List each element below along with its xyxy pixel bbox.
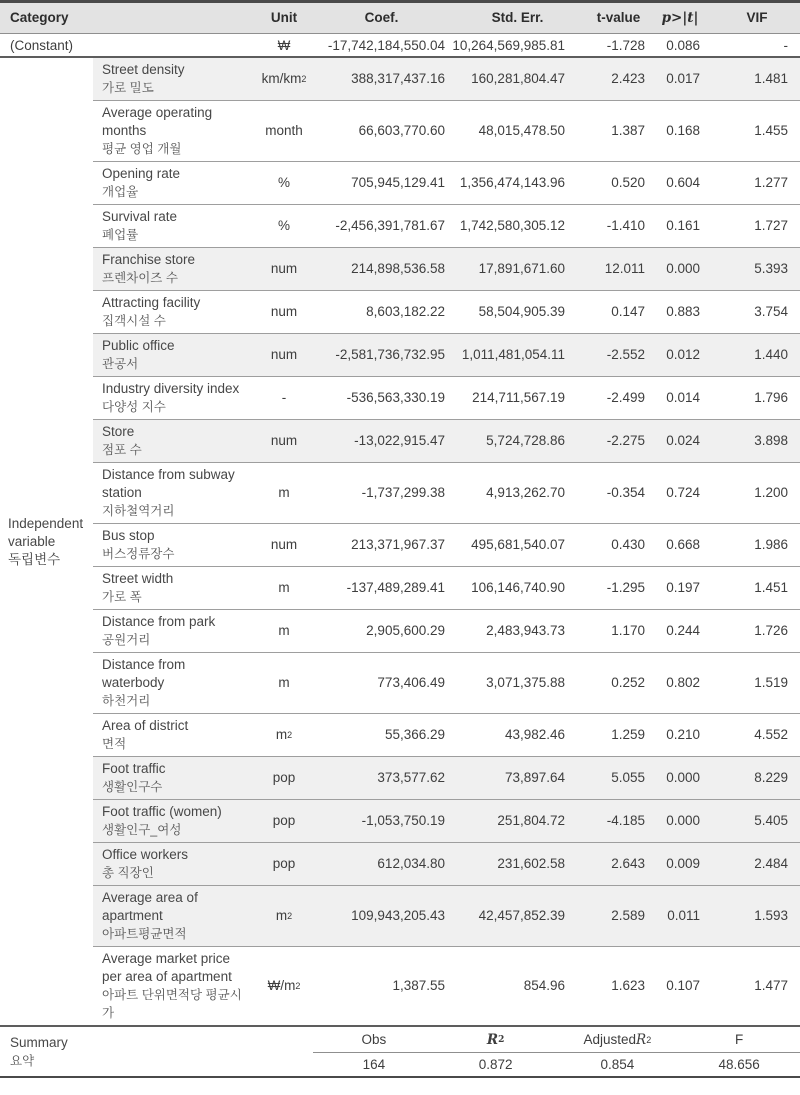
summary-col-r2: R 2 <box>486 1031 505 1048</box>
cell-unit: % <box>277 218 290 233</box>
cell-vif: 1.593 <box>754 908 788 923</box>
variable-label-ko: 가로 밀도 <box>102 81 154 95</box>
variable-label-en: Public office <box>102 338 175 353</box>
cell-p-value: 0.009 <box>666 856 700 871</box>
cell-p-value: 0.014 <box>666 390 700 405</box>
cell-variable-label <box>93 800 250 842</box>
variable-label-ko: 프렌차이즈 수 <box>102 271 178 285</box>
cell-t-value: 2.423 <box>611 71 645 86</box>
cell-unit: m 2 <box>275 727 293 742</box>
summary-value-f: 48.656 <box>718 1057 760 1072</box>
variable-label-ko: 아파트평균면적 <box>102 927 187 941</box>
cell-t-value: -1.295 <box>606 580 645 595</box>
variable-label-en: Average market price per area of apartment <box>102 951 232 984</box>
variable-label-en: Average area of apartment <box>102 890 198 923</box>
summary-label-ko: 요약 <box>10 1053 35 1068</box>
cell-unit: num <box>270 261 298 276</box>
cell-std-err: 1,742,580,305.12 <box>459 218 565 233</box>
variable-label-en: Street width <box>102 571 174 586</box>
cell-std-err: 3,071,375.88 <box>486 675 565 690</box>
cell-vif: 1.200 <box>754 485 788 500</box>
cell-std-err: 73,897.64 <box>504 770 565 785</box>
cell-t-value: 5.055 <box>611 770 645 785</box>
cell-p-value: 0.012 <box>666 347 700 362</box>
header-coef: Coef. <box>364 10 399 25</box>
cell-variable-label <box>93 714 250 756</box>
cell-coef: -13,022,915.47 <box>354 433 445 448</box>
cell-p-value: 0.000 <box>666 770 700 785</box>
cell-variable-label <box>93 420 250 462</box>
cell-std-err: 42,457,852.39 <box>478 908 565 923</box>
cell-unit: num <box>270 347 298 362</box>
cell-unit: pop <box>272 770 296 785</box>
cell-vif: 1.726 <box>754 623 788 638</box>
cell-std-err: 1,011,481,054.11 <box>461 347 565 362</box>
cell-variable-label <box>93 843 250 885</box>
cell-vif: 4.552 <box>754 727 788 742</box>
cell-vif: 1.277 <box>754 175 788 190</box>
cell-coef: -2,581,736,732.95 <box>335 347 445 362</box>
cell-std-err: 495,681,540.07 <box>471 537 565 552</box>
variable-label-ko: 생활인구_여성 <box>102 823 182 837</box>
cell-unit: % <box>277 175 290 190</box>
table-row <box>93 653 800 714</box>
variable-label-ko: 점포 수 <box>102 443 142 457</box>
cell-p-value: 0.210 <box>666 727 700 742</box>
cell-t-value: 1.259 <box>611 727 645 742</box>
variable-label-en: Office workers <box>102 847 189 862</box>
cell-p-value: 0.668 <box>666 537 700 552</box>
variable-label-ko: 아파트 단위면적당 평균시가 <box>102 988 242 1020</box>
cell-constant-unit: ₩ <box>277 38 291 53</box>
cell-vif: 2.484 <box>754 856 788 871</box>
variable-label-en: Franchise store <box>102 252 196 267</box>
cell-coef: 55,366.29 <box>384 727 445 742</box>
cell-variable-label <box>93 291 250 333</box>
variable-label-ko: 개업율 <box>102 185 139 199</box>
header-std-err: Std. Err. <box>491 10 544 25</box>
cell-coef: -1,053,750.19 <box>361 813 445 828</box>
cell-std-err: 43,982.46 <box>504 727 565 742</box>
table-row <box>93 843 800 886</box>
variable-label-ko: 버스정류장수 <box>102 547 175 561</box>
cell-unit: num <box>270 537 298 552</box>
table-row <box>93 567 800 610</box>
cell-variable-label <box>93 757 250 799</box>
cell-p-value: 0.604 <box>666 175 700 190</box>
cell-vif: 1.455 <box>754 123 788 138</box>
cell-variable-label <box>93 377 250 419</box>
cell-constant-label: (Constant) <box>10 38 74 53</box>
cell-unit: month <box>265 123 303 138</box>
cell-vif: 8.229 <box>754 770 788 785</box>
summary-block <box>0 1027 800 1078</box>
cell-unit: m 2 <box>275 908 293 923</box>
table-row <box>93 714 800 757</box>
cell-t-value: -2.552 <box>606 347 645 362</box>
cell-unit: pop <box>272 813 296 828</box>
cell-p-value: 0.168 <box>666 123 700 138</box>
cell-unit: m <box>278 675 290 690</box>
cell-variable-label <box>93 886 250 946</box>
cell-t-value: -2.275 <box>606 433 645 448</box>
table-row <box>93 291 800 334</box>
header-vif: VIF <box>746 10 768 25</box>
cell-std-err: 251,804.72 <box>497 813 565 828</box>
variable-label-ko: 총 직장인 <box>102 866 154 880</box>
cell-std-err: 48,015,478.50 <box>478 123 565 138</box>
cell-t-value: 0.147 <box>611 304 645 319</box>
cell-std-err: 2,483,943.73 <box>486 623 565 638</box>
variable-label-ko: 생활인구수 <box>102 780 163 794</box>
cell-constant-vif: - <box>783 38 788 53</box>
cell-variable-label <box>93 524 250 566</box>
cell-p-value: 0.197 <box>666 580 700 595</box>
table-row <box>93 377 800 420</box>
cell-coef: 8,603,182.22 <box>366 304 445 319</box>
cell-variable-label <box>93 463 250 523</box>
variable-label-ko: 다양성 지수 <box>102 400 166 414</box>
cell-variable-label <box>93 162 250 204</box>
variable-label-en: Bus stop <box>102 528 155 543</box>
variable-label-ko: 가로 폭 <box>102 590 142 604</box>
summary-stats-values <box>313 1053 800 1076</box>
cell-std-err: 214,711,567.19 <box>472 390 565 405</box>
header-category: Category <box>10 10 69 25</box>
cell-unit: num <box>270 304 298 319</box>
cell-t-value: 0.520 <box>611 175 645 190</box>
variable-label-ko: 공원거리 <box>102 633 151 647</box>
variable-label-ko: 관공서 <box>102 357 139 371</box>
cell-t-value: 12.011 <box>604 261 645 276</box>
cell-constant-p: 0.086 <box>666 38 700 53</box>
cell-coef: 214,898,536.58 <box>351 261 445 276</box>
variable-label-en: Foot traffic <box>102 761 166 776</box>
variable-label-en: Distance from waterbody <box>102 657 186 690</box>
variable-label-en: Opening rate <box>102 166 181 181</box>
summary-value-obs: 164 <box>362 1057 386 1072</box>
cell-unit: ₩/m 2 <box>267 978 301 993</box>
table-header-row <box>0 3 800 34</box>
cell-coef: -2,456,391,781.67 <box>335 218 445 233</box>
summary-col-obs: Obs <box>361 1032 387 1047</box>
cell-p-value: 0.024 <box>666 433 700 448</box>
cell-t-value: 2.643 <box>611 856 645 871</box>
cell-p-value: 0.107 <box>666 978 700 993</box>
cell-coef: 388,317,437.16 <box>351 71 445 86</box>
cell-coef: 2,905,600.29 <box>366 623 445 638</box>
variable-label-ko: 평균 영업 개월 <box>102 142 182 156</box>
cell-t-value: -4.185 <box>606 813 645 828</box>
summary-col-f: F <box>735 1032 744 1047</box>
cell-vif: 3.898 <box>754 433 788 448</box>
cell-p-value: 0.000 <box>666 813 700 828</box>
cell-std-err: 58,504,905.39 <box>478 304 565 319</box>
table-row <box>93 248 800 291</box>
variable-label-ko: 지하철역거리 <box>102 504 175 518</box>
table-row <box>93 463 800 524</box>
cell-p-value: 0.011 <box>667 908 700 923</box>
table-row <box>93 947 800 1025</box>
table-row <box>93 420 800 463</box>
variable-rows <box>93 58 800 1025</box>
variable-label-en: Industry diversity index <box>102 381 240 396</box>
variable-label-en: Store <box>102 424 135 439</box>
cell-std-err: 1,356,474,143.96 <box>459 175 565 190</box>
variable-label-ko: 면적 <box>102 737 127 751</box>
cell-vif: 1.519 <box>754 675 788 690</box>
independent-variable-block <box>0 58 800 1027</box>
variable-label-ko: 하천거리 <box>102 694 151 708</box>
cell-variable-label <box>93 947 250 1025</box>
cell-p-value: 0.000 <box>666 261 700 276</box>
cell-p-value: 0.017 <box>666 71 700 86</box>
cell-std-err: 106,146,740.90 <box>471 580 565 595</box>
group-label-ko: 독립변수 <box>8 551 61 567</box>
cell-unit: num <box>270 433 298 448</box>
cell-t-value: 2.589 <box>611 908 645 923</box>
cell-variable-label <box>93 334 250 376</box>
table-row <box>93 334 800 377</box>
cell-coef: 66,603,770.60 <box>358 123 445 138</box>
variable-label-en: Foot traffic (women) <box>102 804 222 819</box>
cell-unit: km/km 2 <box>261 71 307 86</box>
cell-vif: 1.451 <box>754 580 788 595</box>
group-label-en: Independent variable <box>8 515 84 549</box>
cell-vif: 1.440 <box>754 347 788 362</box>
table-row <box>93 800 800 843</box>
cell-p-value: 0.244 <box>666 623 700 638</box>
cell-unit: pop <box>272 856 296 871</box>
variable-label-en: Distance from subway station <box>102 467 235 500</box>
cell-p-value: 0.724 <box>666 485 700 500</box>
cell-std-err: 4,913,262.70 <box>486 485 565 500</box>
cell-std-err: 17,891,671.60 <box>478 261 565 276</box>
summary-col-adj-r2: Adjusted R 2 <box>583 1031 652 1048</box>
cell-unit: m <box>278 623 290 638</box>
cell-vif: 5.393 <box>754 261 788 276</box>
cell-constant-t: -1.728 <box>606 38 645 53</box>
constant-row <box>0 34 800 58</box>
cell-variable-label <box>93 610 250 652</box>
summary-label <box>0 1027 313 1076</box>
cell-variable-label <box>93 653 250 713</box>
table-row <box>93 524 800 567</box>
cell-constant-std-err: 10,264,569,985.81 <box>452 38 565 53</box>
cell-p-value: 0.883 <box>666 304 700 319</box>
cell-t-value: -2.499 <box>606 390 645 405</box>
table-row <box>93 757 800 800</box>
cell-vif: 1.986 <box>754 537 788 552</box>
cell-coef: -1,737,299.38 <box>361 485 445 500</box>
cell-vif: 5.405 <box>754 813 788 828</box>
cell-vif: 1.477 <box>754 978 788 993</box>
summary-label-en: Summary <box>10 1034 68 1050</box>
cell-std-err: 160,281,804.47 <box>471 71 565 86</box>
cell-std-err: 231,602.58 <box>497 856 565 871</box>
cell-unit: m <box>278 580 290 595</box>
cell-constant-coef: -17,742,184,550.04 <box>327 38 445 53</box>
cell-unit: - <box>281 390 287 405</box>
summary-stats <box>313 1027 800 1076</box>
table-row <box>93 205 800 248</box>
cell-coef: 705,945,129.41 <box>351 175 445 190</box>
cell-coef: 109,943,205.43 <box>351 908 445 923</box>
header-t-value: t-value <box>596 10 641 25</box>
cell-vif: 1.727 <box>754 218 788 233</box>
variable-label-en: Survival rate <box>102 209 178 224</box>
cell-variable-label <box>93 248 250 290</box>
summary-value-adj-r2: 0.854 <box>600 1057 635 1072</box>
cell-coef: 773,406.49 <box>377 675 445 690</box>
cell-t-value: 1.387 <box>611 123 645 138</box>
cell-vif: 1.796 <box>754 390 788 405</box>
cell-coef: -137,489,289.41 <box>346 580 445 595</box>
cell-variable-label <box>93 58 250 100</box>
cell-vif: 1.481 <box>754 71 788 86</box>
variable-label-en: Average operating months <box>102 105 213 138</box>
header-p-value: p >| t | <box>661 10 699 26</box>
cell-t-value: 1.170 <box>611 623 645 638</box>
summary-stats-header <box>313 1027 800 1053</box>
table-row <box>93 886 800 947</box>
cell-coef: 612,034.80 <box>377 856 445 871</box>
variable-label-ko: 집객시설 수 <box>102 314 166 328</box>
variable-label-en: Area of district <box>102 718 189 733</box>
table-row <box>93 101 800 162</box>
cell-vif: 3.754 <box>754 304 788 319</box>
cell-coef: -536,563,330.19 <box>346 390 445 405</box>
summary-value-r2: 0.872 <box>478 1057 513 1072</box>
table-row <box>93 610 800 653</box>
cell-coef: 373,577.62 <box>377 770 445 785</box>
cell-std-err: 854.96 <box>523 978 565 993</box>
cell-t-value: 0.252 <box>611 675 645 690</box>
cell-coef: 213,371,967.37 <box>351 537 445 552</box>
cell-variable-label <box>93 567 250 609</box>
cell-t-value: 0.430 <box>611 537 645 552</box>
variable-label-en: Distance from park <box>102 614 216 629</box>
table-row <box>93 162 800 205</box>
cell-variable-label <box>93 101 250 161</box>
header-unit: Unit <box>270 10 298 25</box>
cell-variable-label <box>93 205 250 247</box>
variable-label-ko: 폐업률 <box>102 228 139 242</box>
cell-p-value: 0.802 <box>666 675 700 690</box>
cell-p-value: 0.161 <box>666 218 700 233</box>
variable-label-en: Attracting facility <box>102 295 201 310</box>
table-row <box>93 58 800 101</box>
variable-label-en: Street density <box>102 62 185 77</box>
cell-t-value: 1.623 <box>611 978 645 993</box>
cell-unit: m <box>278 485 290 500</box>
cell-coef: 1,387.55 <box>392 978 445 993</box>
cell-std-err: 5,724,728.86 <box>486 433 565 448</box>
cell-t-value: -1.410 <box>606 218 645 233</box>
cell-t-value: -0.354 <box>606 485 645 500</box>
group-label-independent-variable <box>0 58 93 1025</box>
